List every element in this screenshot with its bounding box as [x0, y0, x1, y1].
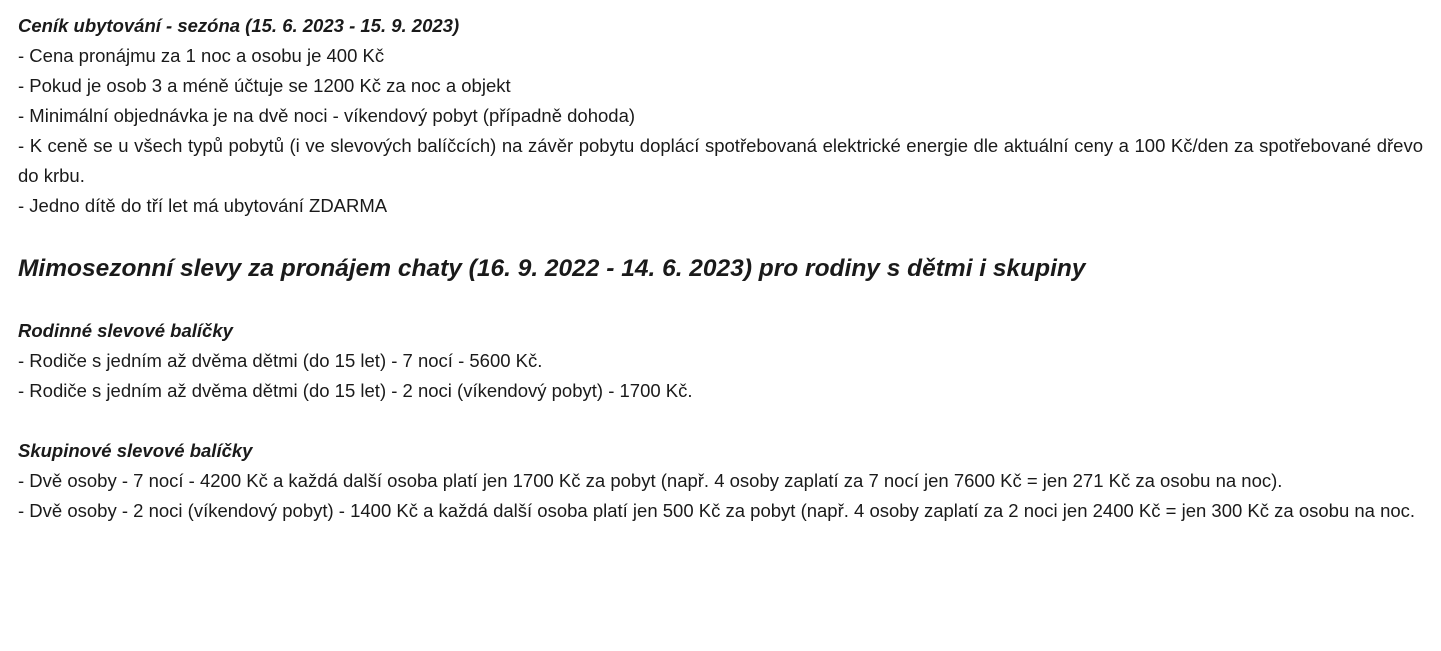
spacer	[18, 221, 1423, 252]
spacer	[18, 286, 1423, 316]
group-package-weekend: - Dvě osoby - 2 noci (víkendový pobyt) - 1400 Kč a každá další osoba platí jen 500 Kč za pobyt (např. 4 osoby zaplatí za 2 noci jen 2400 Kč = jen 300 Kč za osobu na noc.	[18, 500, 1416, 521]
season-line-extra-fees: - K ceně se u všech typů pobytů (i ve slevových balíčcích) na závěr pobytu doplácí spotřebovaná elektrické energie dle aktuální ceny a 100 Kč/den za spotřebované dřevo do krbu.	[18, 135, 1423, 186]
offseason-heading: Mimosezonní slevy za pronájem chaty (16. 9. 2022 - 14. 6. 2023) pro rodiny s dětmi i skupiny	[18, 255, 1086, 282]
family-package-week: - Rodiče s jedním až dvěma dětmi (do 15 let) - 7 nocí - 5600 Kč.	[18, 350, 543, 371]
season-line-minimum-order: - Minimální objednávka je na dvě noci - víkendový pobyt (případně dohoda)	[18, 105, 636, 126]
family-packages-heading: Rodinné slevové balíčky	[18, 320, 233, 341]
season-line-child-free: - Jedno dítě do tří let má ubytování ZDARMA	[18, 195, 388, 216]
spacer	[18, 406, 1423, 436]
season-heading: Ceník ubytování - sezóna (15. 6. 2023 - 15. 9. 2023)	[18, 15, 460, 36]
group-packages-heading: Skupinové slevové balíčky	[18, 440, 253, 461]
season-line-price-per-person: - Cena pronájmu za 1 noc a osobu je 400 Kč	[18, 45, 385, 66]
season-line-small-group: - Pokud je osob 3 a méně účtuje se 1200 Kč za noc a objekt	[18, 75, 511, 96]
family-package-weekend: - Rodiče s jedním až dvěma dětmi (do 15 let) - 2 noci (víkendový pobyt) - 1700 Kč.	[18, 380, 693, 401]
group-package-week: - Dvě osoby - 7 nocí - 4200 Kč a každá další osoba platí jen 1700 Kč za pobyt (např. 4 osoby zaplatí za 7 nocí jen 7600 Kč = jen 271 Kč za osobu na noc).	[18, 470, 1283, 491]
